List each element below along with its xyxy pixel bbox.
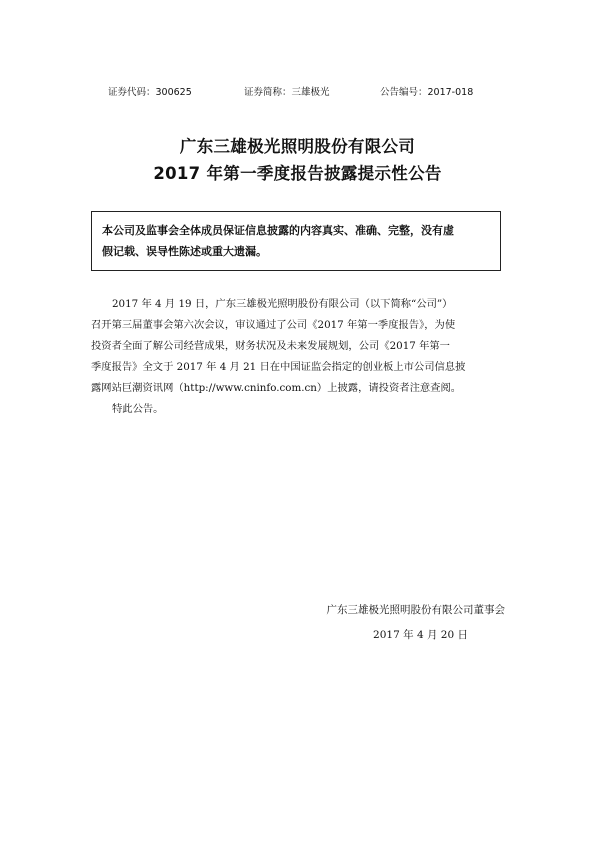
company-title: 广东三雄极光照明股份有限公司	[179, 137, 416, 156]
announcement-body	[91, 294, 505, 420]
announcement-title: 2017 年第一季度报告披露提示性公告	[153, 164, 442, 183]
body-line: 投资者全面了解公司经营成果，财务状况及未来发展规划，公司《2017 年第一	[91, 340, 450, 352]
signature-company: 广东三雄极光照明股份有限公司董事会	[326, 604, 505, 616]
signature-date: 2017 年 4 月 20 日	[373, 629, 468, 641]
disclaimer-box	[91, 211, 501, 271]
stock-abbreviation: 证券简称：三雄极光	[244, 87, 330, 98]
stock-code: 证券代码：300625	[108, 87, 192, 98]
document-header	[0, 84, 595, 98]
body-line: 季度报告》全文于 2017 年 4 月 21 日在中国证监会指定的创业板上市公司信息披	[91, 361, 466, 373]
body-line: 召开第三届董事会第六次会议，审议通过了公司《2017 年第一季度报告》，为使	[91, 319, 456, 331]
disclaimer-line: 假记载、误导性陈述或重大遗漏。	[102, 245, 267, 258]
disclaimer-line: 本公司及监事会全体成员保证信息披露的内容真实、准确、完整，没有虚	[102, 224, 454, 237]
body-line: 2017 年 4 月 19 日，广东三雄极光照明股份有限公司（以下简称“公司”）	[112, 298, 453, 310]
announcement-number: 公告编号：2017-018	[380, 87, 474, 98]
closing-line: 特此公告。	[112, 403, 164, 415]
body-line: 露网站巨潮资讯网（http://www.cninfo.com.cn）上披露，请投资者注意查阅。	[91, 382, 462, 394]
